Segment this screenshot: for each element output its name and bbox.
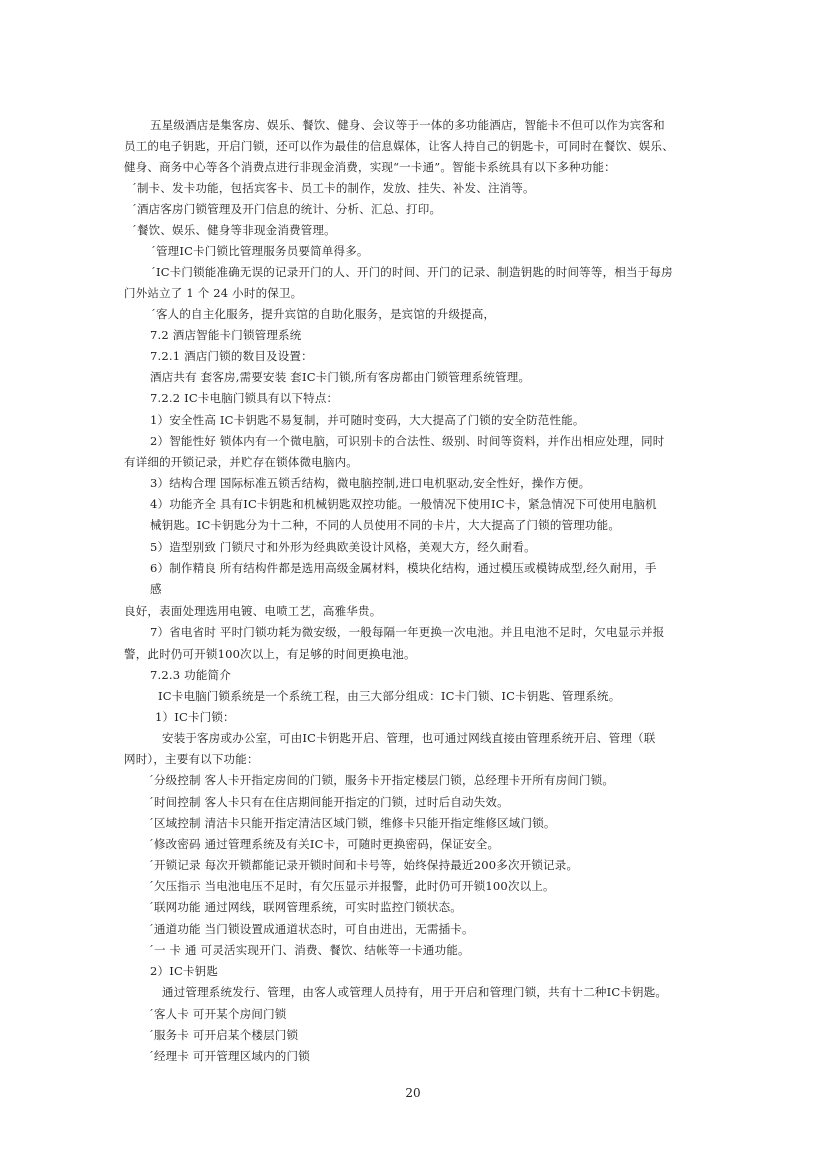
text-line: 6）制作精良 所有结构件都是选用高级金属材料，模块化结构，通过模压或模铸成型,经久耐用，手	[150, 561, 657, 575]
page-number: 20	[405, 1086, 421, 1100]
text-line: 有详细的开锁记录，并贮存在锁体微电脑内。	[124, 455, 358, 469]
text-line: 酒店共有 套客房,需要安装 套IC卡门锁,所有客房都由门锁管理系统管理。	[150, 370, 531, 384]
text-line: ´制卡、发卡功能，包括宾客卡、员工卡的制作，发放、挂失、补发、注消等。	[131, 181, 535, 195]
text-line: ´通道功能 当门锁设置成通道状态时，可自由进出，无需插卡。	[148, 922, 474, 936]
text-line: ´欠压指示 当电池电压不足时，有欠压显示并报警，此时仍可开锁100次以上。	[148, 879, 555, 893]
text-line: 1）安全性高 IC卡钥匙不易复制，并可随时变码，大大提高了门锁的安全防范性能。	[150, 413, 585, 427]
text-line: ´区域控制 清洁卡只能开指定清洁区域门锁，维修卡只能开指定维修区域门锁。	[148, 816, 556, 830]
text-line: 5）造型别致 门锁尺寸和外形为经典欧美设计风格，美观大方，经久耐看。	[150, 540, 536, 554]
text-line: 3）结构合理 国际标准五锁舌结构，微电脑控制,进口电机驱动,安全性好，操作方便。	[150, 476, 591, 490]
text-line: ´IC卡门锁能准确无误的记录开门的人、开门的时间、开门的记录、制造钥匙的时间等等，相当于每房	[150, 265, 673, 279]
text-line: ´一 卡 通 可灵活实现开门、消费、餐饮、结帐等一卡通功能。	[148, 943, 470, 957]
text-line: 警，此时仍可开锁100次以上，有足够的时间更换电池。	[124, 647, 416, 661]
text-line: 通过管理系统发行、管理，由客人或管理人员持有，用于开启和管理门锁，共有十二种IC卡钥匙。	[162, 985, 668, 999]
text-line: ´客人卡 可开某个房间门锁	[148, 1007, 287, 1021]
text-line: ´经理卡 可开管理区域内的门锁	[148, 1049, 310, 1063]
text-line: 良好，表面处理选用电镀、电喷工艺，高雅华贵。	[124, 604, 382, 618]
text-line: 7.2.3 功能简介	[150, 668, 231, 682]
text-line: 械钥匙。IC卡钥匙分为十二种，不同的人员使用不同的卡片，大大提高了门锁的管理功能。	[150, 518, 621, 532]
text-line: 7）省电省时 平时门锁功耗为微安级，一般每隔一年更换一次电池。并且电池不足时，欠电显示并报	[150, 625, 665, 639]
text-line: 7.2 酒店智能卡门锁管理系统	[150, 328, 302, 342]
text-line: 2）IC卡钥匙	[150, 964, 219, 978]
text-line: 4）功能齐全 具有IC卡钥匙和机械钥匙双控功能。一般情况下使用IC卡，紧急情况下可使用电脑机	[150, 497, 657, 511]
text-line: 门外站立了 1 个 24 小时的保卫。	[124, 286, 303, 300]
text-line: ´管理IC卡门锁比管理服务员要简单得多。	[150, 244, 369, 258]
text-line: 员工的电子钥匙，开启门锁，还可以作为最佳的信息媒体，让客人持自己的钥匙卡，可同时在餐饮、娱乐、	[124, 139, 674, 153]
text-line: ´时间控制 客人卡只有在住店期间能开指定的门锁，过时后自动失效。	[148, 795, 509, 809]
text-line: ´服务卡 可开启某个楼层门锁	[148, 1028, 299, 1042]
text-line: ´客人的自主化服务，提升宾馆的自助化服务，是宾馆的升级提高，	[150, 307, 496, 321]
text-line: ´修改密码 通过管理系统及有关IC卡，可随时更换密码，保证安全。	[148, 837, 500, 851]
text-line: ´餐饮、娱乐、健身等非现金消费管理。	[131, 223, 336, 237]
text-line: 2）智能性好 锁体内有一个微电脑，可识别卡的合法性、级别、时间等资料，并作出相应处理，同时	[150, 434, 665, 448]
text-line: ´开锁记录 每次开锁都能记录开锁时间和卡号等，始终保持最近200多次开锁记录。	[148, 858, 579, 872]
text-line: 健身、商务中心等各个消费点进行非现金消费，实现“一卡通”。智能卡系统具有以下多种功能：	[124, 160, 616, 174]
text-line: ´联网功能 通过网线，联网管理系统，可实时监控门锁状态。	[148, 900, 463, 914]
text-line: 7.2.2 IC卡电脑门锁具有以下特点：	[150, 391, 339, 405]
text-line: IC卡电脑门锁系统是一个系统工程，由三大部分组成：IC卡门锁、IC卡钥匙、管理系统。	[158, 689, 621, 703]
text-line: 网时），主要有以下功能：	[124, 752, 259, 766]
text-line: 安装于客房或办公室，可由IC卡钥匙开启、管理，也可通过网线直接由管理系统开启、管理（联	[162, 731, 656, 745]
text-line: 7.2.1 酒店门锁的数目及设置：	[150, 349, 313, 363]
text-line: 1）IC卡门锁：	[155, 710, 235, 724]
text-line: 感	[150, 582, 162, 596]
text-line: ´分级控制 客人卡开指定房间的门锁，服务卡开指定楼层门锁，总经理卡开所有房间门锁。	[148, 773, 615, 787]
text-line: ´酒店客房门锁管理及开门信息的统计、分析、汇总、打印。	[131, 202, 442, 216]
text-line: 五星级酒店是集客房、娱乐、餐饮、健身、会议等于一体的多功能酒店，智能卡不但可以作为宾客和	[150, 118, 665, 132]
